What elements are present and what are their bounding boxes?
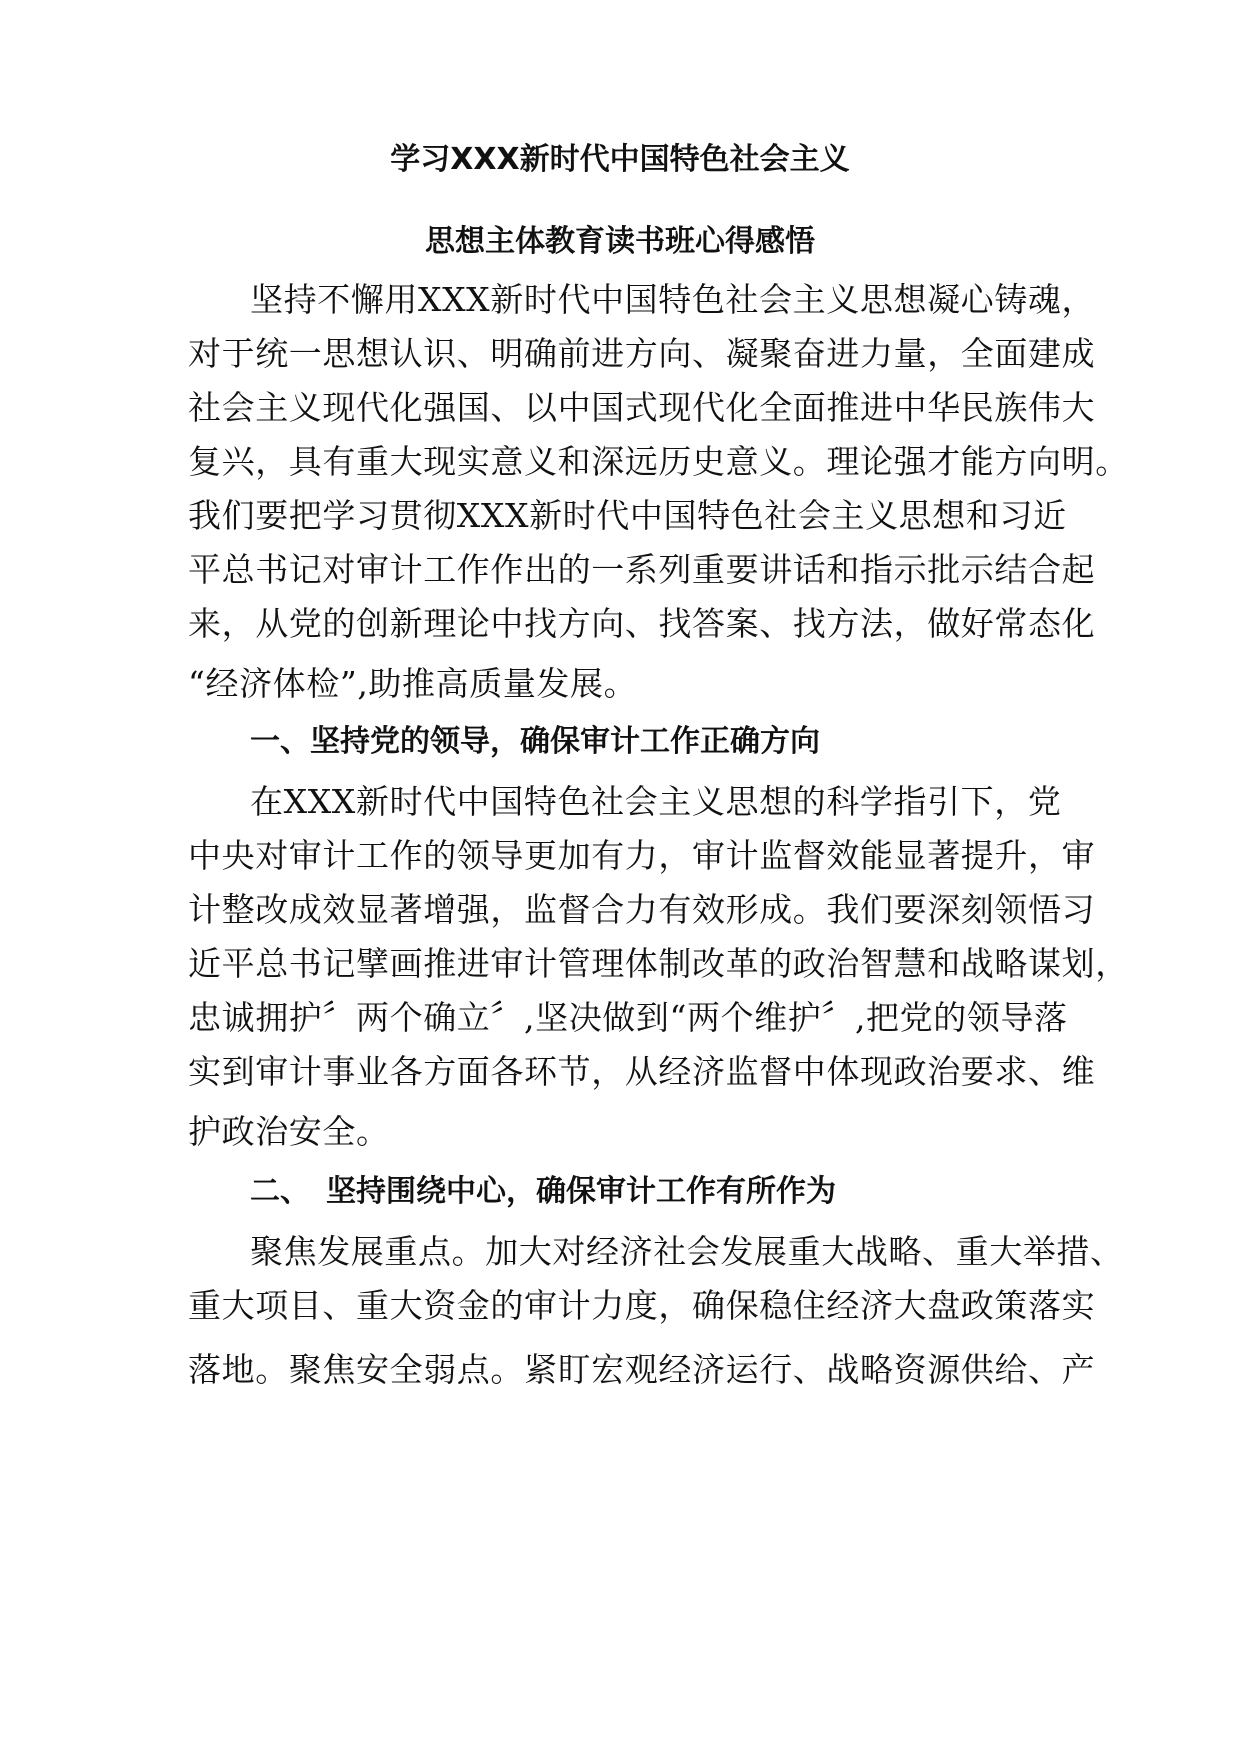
section-1-paragraph-line: 实到审计事业各方面各环节，从经济监督中体现政治要求、维 bbox=[188, 1052, 1096, 1091]
section-1-paragraph-line: 计整改成效显著增强，监督合力有效形成。我们要深刻领悟习 bbox=[188, 890, 1096, 929]
intro-paragraph-line: 我们要把学习贯彻XXX新时代中国特色社会主义思想和习近 bbox=[188, 496, 1067, 535]
section-2-paragraph-line: 重大项目、重大资金的审计力度，确保稳住经济大盘政策落实 bbox=[188, 1286, 1096, 1325]
section-1-paragraph-line: 护政治安全。 bbox=[188, 1112, 390, 1151]
section-2-paragraph-line: 聚焦发展重点。加大对经济社会发展重大战略、重大举措、 bbox=[250, 1232, 1124, 1271]
intro-paragraph-line: 平总书记对审计工作作出的一系列重要讲话和指示批示结合起 bbox=[188, 550, 1096, 589]
section-2-heading-number: 二、 bbox=[250, 1174, 310, 1209]
intro-paragraph-line: 对于统一思想认识、明确前进方向、凝聚奋进力量，全面建成 bbox=[188, 334, 1096, 373]
intro-paragraph-line: “经济体检”,助推高质量发展。 bbox=[188, 664, 638, 703]
intro-paragraph-line: 来，从党的创新理论中找方向、找答案、找方法，做好常态化 bbox=[188, 604, 1096, 643]
section-1-paragraph-line: 在XXX新时代中国特色社会主义思想的科学指引下，党 bbox=[250, 782, 1062, 821]
intro-paragraph-line: 复兴，具有重大现实意义和深远历史意义。理论强才能方向明。 bbox=[188, 442, 1129, 481]
section-2-paragraph-line: 落地。聚焦安全弱点。紧盯宏观经济运行、战略资源供给、产 bbox=[188, 1350, 1096, 1389]
section-2-heading: 坚持围绕中心，确保审计工作有所作为 bbox=[326, 1174, 836, 1209]
section-1-paragraph-line: 中央对审计工作的领导更加有力，审计监督效能显著提升，审 bbox=[188, 836, 1096, 875]
intro-paragraph-line: 社会主义现代化强国、以中国式现代化全面推进中华民族伟大 bbox=[188, 388, 1096, 427]
section-1-paragraph-line: 忠诚拥护〞两个确立〞,坚决做到“两个维护〞,把党的领导落 bbox=[188, 998, 1068, 1037]
document-title-line-2: 思想主体教育读书班心得感悟 bbox=[425, 224, 815, 259]
document-title-line-1: 学习XXX新时代中国特色社会主义 bbox=[390, 142, 850, 177]
section-1-heading: 一、坚持党的领导，确保审计工作正确方向 bbox=[250, 724, 820, 759]
section-1-paragraph-line: 近平总书记擘画推进审计管理体制改革的政治智慧和战略谋划， bbox=[188, 944, 1129, 983]
intro-paragraph-line: 坚持不懈用XXX新时代中国特色社会主义思想凝心铸魂， bbox=[250, 280, 1096, 319]
